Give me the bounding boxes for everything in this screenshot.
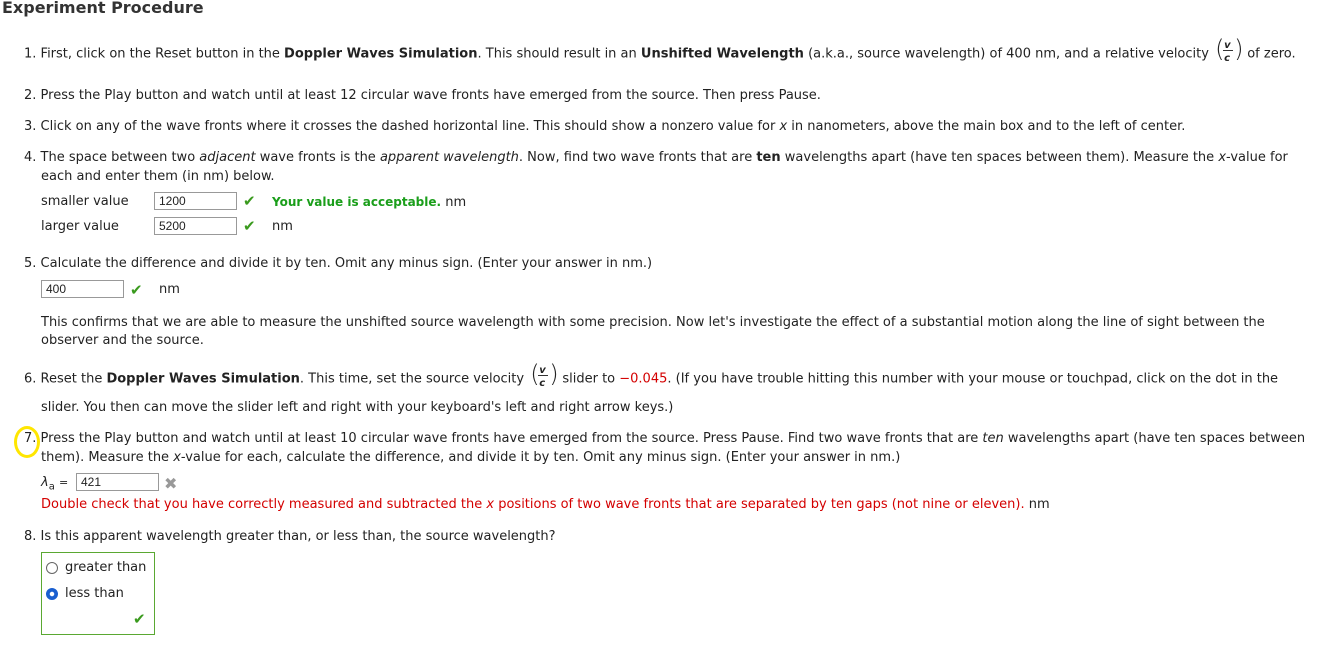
larger-unit: nm xyxy=(272,219,293,234)
option-less-than[interactable]: less than xyxy=(65,586,124,601)
confirm-text-2: observer and the source. xyxy=(41,333,204,348)
check-icon: ✔ xyxy=(130,281,143,299)
step-4: 4. The space between two adjacent wave fronts is the apparent wavelength. Now, find two wave fronts that are ten wavelengths apart (have ten spaces between them). Measure the x-value for xyxy=(24,150,1288,165)
radio-greater-than[interactable] xyxy=(46,562,58,574)
larger-value-input[interactable]: 5200 xyxy=(154,217,237,235)
error-message: Double check that you have correctly measured and subtracted the x positions of two wave fronts that are separated by ten gaps (not nine or eleven). nm xyxy=(41,497,1050,512)
step-1: 1. First, click on the Reset button in the Doppler Waves Simulation. This should result in an Unshifted Wavelength (a.k.a., source wavelength) of 400 nm, and a relative velocity ( v c ) of zero. xyxy=(24,35,1296,64)
step-7: 7. Press the Play button and watch until at least 10 circular wave fronts have emerged from the source. Press Pause. Find two wave fronts that are ten wavelengths apart (have ten spaces between xyxy=(24,431,1306,446)
smaller-feedback: Your value is acceptable. nm xyxy=(272,195,467,210)
step-2: 2. Press the Play button and watch until at least 12 circular wave fronts have emerged from the source. Then press Pause. xyxy=(24,88,821,103)
velocity-fraction: ( v c ) xyxy=(1215,35,1244,64)
acceptable-message: Your value is acceptable. xyxy=(272,195,442,209)
step-6-line2: slider. You then can move the slider left and right with your keyboard's left and right arrow keys.) xyxy=(41,400,674,415)
step-3: 3. Click on any of the wave fronts where it crosses the dashed horizontal line. This should show a nonzero value for x in nanometers, above the main box and to the left of center. xyxy=(24,119,1186,134)
step-5: 5. Calculate the difference and divide it by ten. Omit any minus sign. (Enter your answer in nm.) xyxy=(24,256,653,271)
incorrect-x-icon: ✖ xyxy=(164,474,178,493)
velocity-value: −0.045 xyxy=(619,371,668,387)
smaller-value-input[interactable]: 1200 xyxy=(154,192,237,210)
velocity-fraction: ( v c ) xyxy=(530,360,559,389)
step-8: 8. Is this apparent wavelength greater than, or less than, the source wavelength? xyxy=(24,529,556,544)
radio-less-than[interactable] xyxy=(46,588,58,600)
step-6: 6. Reset the Doppler Waves Simulation. This time, set the source velocity ( v c ) slider to −0.045. (If you have trouble hitting this number with your mouse or touchpad, click on the dot in the xyxy=(24,360,1279,389)
difference-input[interactable]: 400 xyxy=(41,280,124,298)
apparent-wavelength-input[interactable]: 421 xyxy=(76,473,159,491)
step-7-line2: them). Measure the x-value for each, calculate the difference, and divide it by ten. Omit any minus sign. (Enter your answer in nm.) xyxy=(41,450,901,465)
check-icon: ✔ xyxy=(133,610,146,628)
difference-unit: nm xyxy=(159,282,180,297)
sim-name: Doppler Waves Simulation xyxy=(106,371,300,387)
confirm-text-1: This confirms that we are able to measure the unshifted source wavelength with some precision. Now let's investigate the effect of a substantial motion along the line of sight between the xyxy=(41,315,1265,330)
lambda-label: $\lambda_a$ = xyxy=(41,475,69,493)
check-icon: ✔ xyxy=(243,217,256,235)
unshifted-term: Unshifted Wavelength xyxy=(640,46,804,62)
option-greater-than[interactable]: greater than xyxy=(65,560,147,575)
sim-name: Doppler Waves Simulation xyxy=(284,46,478,62)
smaller-value-label: smaller value xyxy=(41,194,129,209)
check-icon: ✔ xyxy=(243,192,256,210)
larger-value-label: larger value xyxy=(41,219,119,234)
step-4-line2: each and enter them (in nm) below. xyxy=(41,169,275,184)
page-title: Experiment Procedure xyxy=(2,0,204,17)
